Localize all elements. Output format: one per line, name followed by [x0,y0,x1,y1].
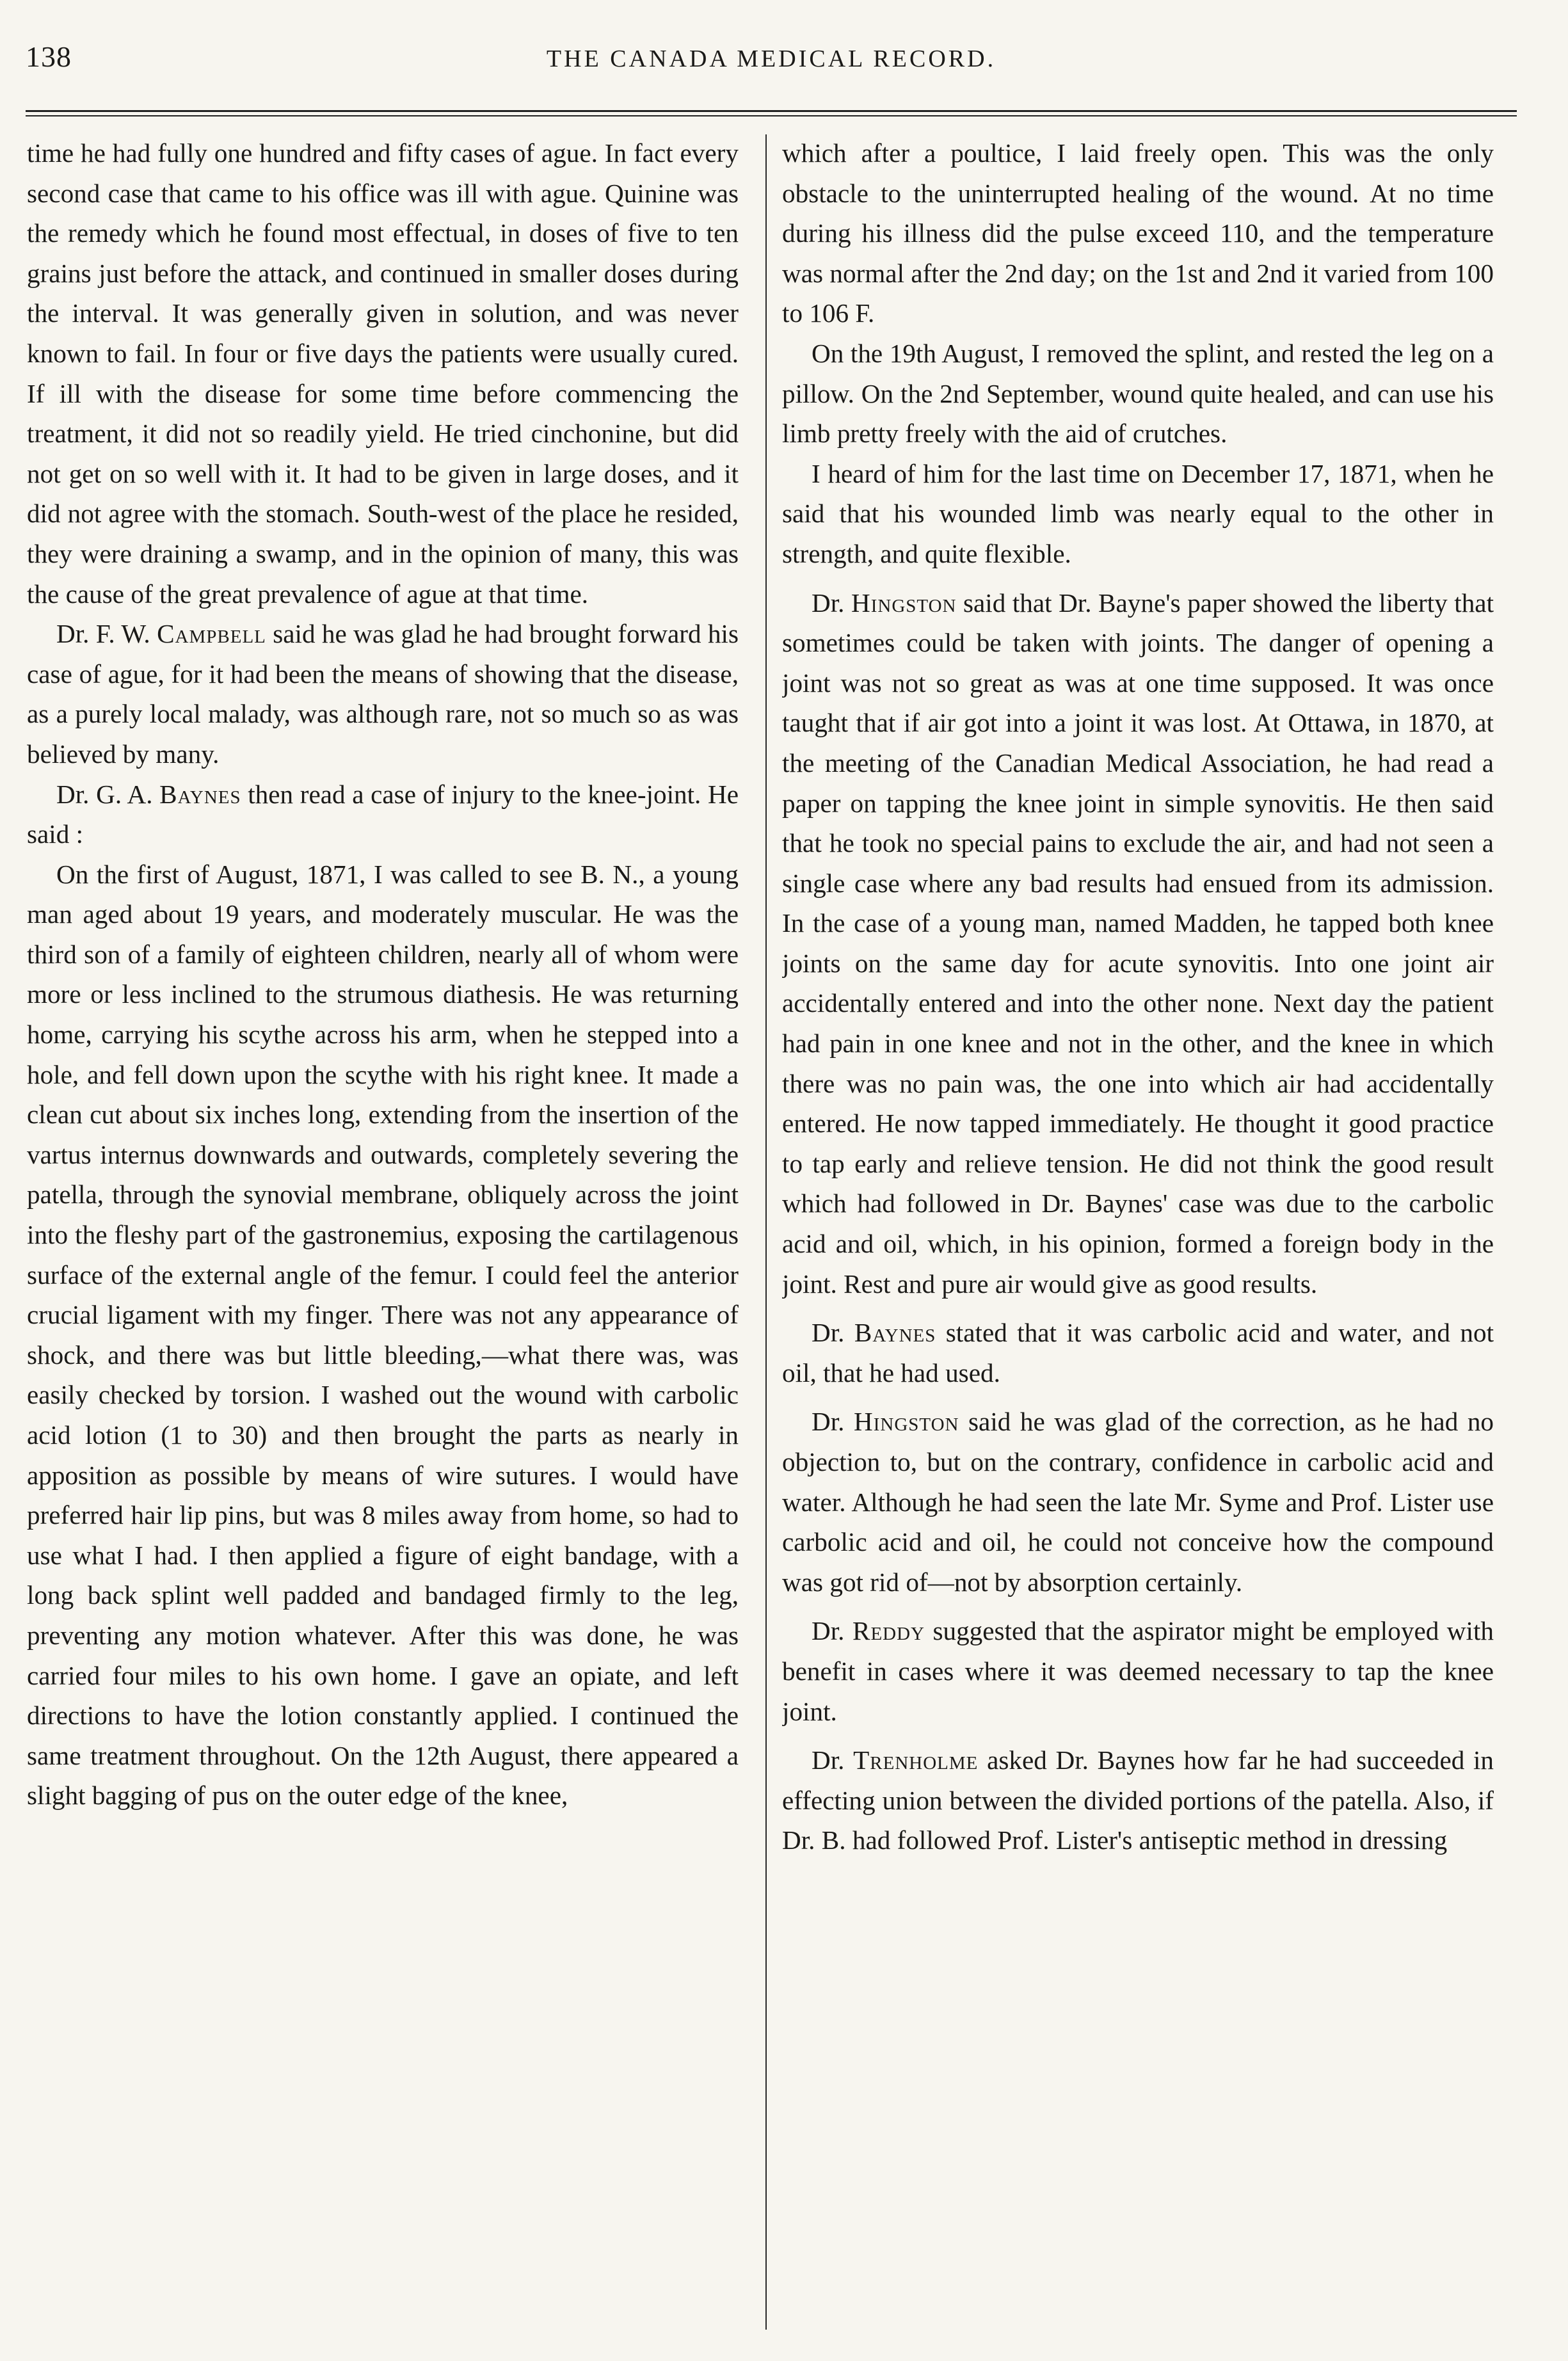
speaker-name: Baynes [854,1318,936,1348]
paragraph-text: then read a case of injury to the knee-joint. He said : [27,779,739,849]
paragraph-text: asked Dr. Baynes how far he had succeeded in effecting union between the divided portions of the patella. Also, if Dr. B. had followed Prof. Lister's antiseptic method in dressing [782,1745,1494,1855]
left-column [27,133,739,2335]
paragraph-hingston-2 [782,1402,1494,1602]
speaker-name: Hingston [851,588,957,618]
paragraph-ague-continuation: time he had fully one hundred and fifty cases of ague. In fact every second case that came to his office was ill with ague. Quinine was the remedy which he found most effectual, in doses of five to ten grains just before the attack, and continued in smaller doses during the interval. It was generally given in solution, and was never known to fail. In four or five days the patients were usually cured. If ill with the disease for some time before commencing the treatment, it did not so readily yield. He tried cinchonine, but did not get on so well with it. It had to be given in large doses, and it did not agree with the stomach. South-west of the place he resided, they were draining a swamp, and in the opinion of many, this was the cause of the great prevalence of ague at that time. [27,138,739,609]
paragraph-campbell [27,614,739,774]
paragraph-last-report: I heard of him for the last time on December 17, 1871, when he said that his wounded limb was nearly equal to the other in strength, and quite flexible. [782,458,1494,568]
paragraph-reddy [782,1611,1494,1731]
speaker-prefix: Dr. [812,1616,845,1646]
right-column [782,133,1494,2335]
speaker-name: Baynes [159,779,241,809]
header-rule [26,110,1517,112]
speaker-prefix: Dr. [812,1745,845,1775]
speaker-prefix: Dr. [812,588,845,618]
paragraph-text: said he was glad he had brought forward his case of ague, for it had been the means of showing that the disease, as a purely local malady, was although rare, not so much so as was believed by many. [27,619,739,769]
paragraph-text: said he was glad of the correction, as he had no objection to, but on the contrary, confidence in carbolic acid and water. Although he had seen the late Mr. Syme and Prof. Lister use carbolic acid and oil, he could not conceive how the compound was got rid of—not by absorption certainly. [782,1407,1494,1597]
speaker-prefix: Dr. F. W. [56,619,150,649]
paragraph-trenholme [782,1740,1494,1861]
paragraph-baynes-reply [782,1313,1494,1393]
speaker-prefix: Dr. [812,1407,845,1437]
paragraph-text: stated that it was carbolic acid and water, and not oil, that he had used. [782,1318,1494,1388]
paragraph-text: said that Dr. Bayne's paper showed the liberty that sometimes could be taken with joints. The danger of opening a joint was not so great as was at one time supposed. It was once taught that if air got into a joint it was lost. At Ottawa, in 1870, at the meeting of the Canadian Medical Association, he had read a paper on tapping the knee joint in simple synovitis. He then said that he took no special pains to exclude the air, and had not seen a single case where any bad results had ensued from its admission. In the case of a young man, named Madden, he tapped both knee joints on the same day for acute synovitis. Into one joint air accidentally entered and into the other none. Next day the patient had pain in one knee and not in the other, and the knee in which there was no pain was, the one into which air had accidentally entered. He now tapped immediately. He thought it good practice to tap early and relieve tension. He did not think the good result which had followed in Dr. Baynes' case was due to the carbolic acid and oil, which, in his opinion, formed a foreign body in the joint. Rest and pure air would give as good results. [782,588,1494,1299]
speaker-name: Reddy [852,1616,925,1646]
paragraph-splint-removal: On the 19th August, I removed the splint, and rested the leg on a pillow. On the 2nd September, wound quite healed, and can use his limb pretty freely with the aid of crutches. [782,338,1494,449]
paragraph-baynes-intro [27,774,739,854]
paragraph-case-report: On the first of August, 1871, I was called to see B. N., a young man aged about 19 years, and moderately muscular. He was the third son of a family of eighteen children, nearly all of whom were more or less inclined to the strumous diathesis. He was returning home, carrying his scythe across his arm, when he stepped into a hole, and fell down upon the scythe with his right knee. It made a clean cut about six inches long, extending from the insertion of the vartus internus downwards and outwards, completely severing the patella, through the synovial membrane, obliquely across the joint into the fleshy part of the gastronemius, exposing the cartilagenous surface of the external angle of the femur. I could feel the anterior crucial ligament with my finger. There was not any appearance of shock, and there was but little bleeding,—what there was, was easily checked by torsion. I washed out the wound with carbolic acid lotion (1 to 30) and then brought the parts as nearly in apposition as possible by means of wire sutures. I would have preferred hair lip pins, but was 8 miles away from home, so had to use what I had. I then applied a figure of eight bandage, with a long back splint well padded and bandaged firmly to the leg, preventing any motion whatever. After this was done, he was carried four miles to his own home. I gave an opiate, and left directions to have the lotion constantly applied. I continued the same treatment throughout. On the 12th August, there appeared a slight bagging of pus on the outer edge of the knee, [27,859,739,1811]
page-number: 138 [26,40,72,73]
speaker-name: Campbell [157,619,266,649]
paragraph-text: suggested that the aspirator might be employed with benefit in cases where it was deemed necessary to tap the knee joint. [782,1616,1494,1726]
paragraph-hingston-1 [782,583,1494,1304]
page-header [26,40,1517,91]
journal-title: THE CANADA MEDICAL RECORD. [546,45,996,72]
speaker-name: Hingston [854,1407,959,1437]
speaker-name: Trenholme [853,1745,979,1775]
column-divider [765,134,767,2330]
header-rule-secondary [26,115,1517,116]
speaker-prefix: Dr. [812,1318,845,1348]
speaker-prefix: Dr. G. A. [56,779,153,809]
paragraph-case-continuation: which after a poultice, I laid freely open. This was the only obstacle to the uninterrupted healing of the wound. At no time during his illness did the pulse exceed 110, and the temperature was normal after the 2nd day; on the 1st and 2nd it varied from 100 to 106 F. [782,138,1494,328]
